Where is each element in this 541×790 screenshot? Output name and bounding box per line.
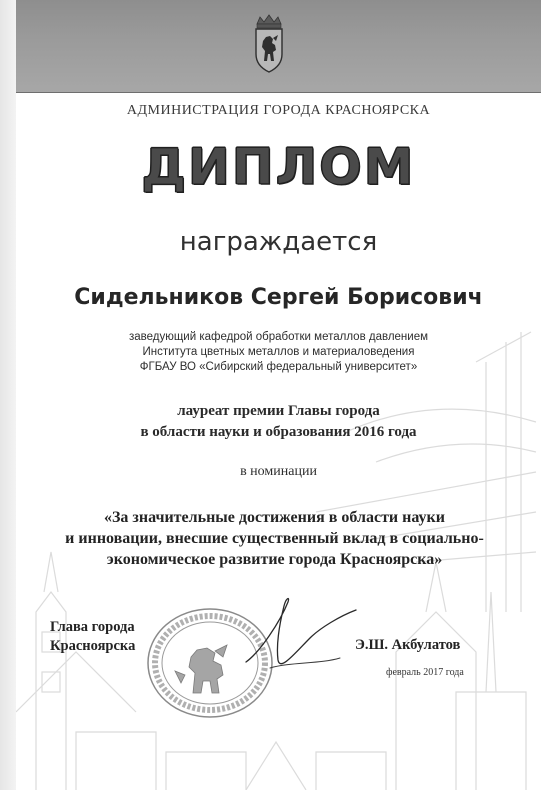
position-line: Института цветных металлов и материаловедения: [142, 346, 415, 358]
krasnoyarsk-lion-crest-icon: [251, 14, 287, 74]
signer-title-line: Глава города: [50, 619, 135, 635]
signer-title-line: Красноярска: [50, 638, 136, 654]
laureate-line: лауреат премии Главы города: [177, 403, 380, 419]
recipient-position: [16, 330, 541, 375]
position-line: заведующий кафедрой обработки металлов давлением: [128, 331, 429, 343]
nomination-line: экономическое развитие города Красноярска»: [106, 551, 443, 568]
signer-title: [50, 618, 135, 656]
nomination-line: «За значительные достижения в области науки: [103, 509, 445, 526]
nomination-label: в номинации: [240, 464, 317, 479]
nomination-text: [8, 507, 541, 570]
signer-name: Э.Ш. Акбулатов: [355, 637, 461, 653]
recipient-name: Сидельников Сергей Борисович: [74, 285, 483, 310]
position-line: ФГБАУ ВО «Сибирский федеральный университет»: [139, 361, 418, 373]
laureate-line: в области науки и образования 2016 года: [140, 424, 417, 440]
left-margin-strip: [0, 0, 16, 790]
awarded-label: награждается: [179, 227, 378, 257]
diploma-title: ДИПЛОМ: [141, 138, 416, 196]
nomination-line: и инновации, внесшие существенный вклад в социально-: [65, 530, 484, 547]
administration-name: АДМИНИСТРАЦИЯ ГОРОДА КРАСНОЯРСКА: [126, 103, 431, 118]
handwritten-signature-icon: [240, 592, 360, 676]
laureate-statement: [16, 401, 541, 443]
issue-date: февраль 2017 года: [386, 667, 464, 678]
